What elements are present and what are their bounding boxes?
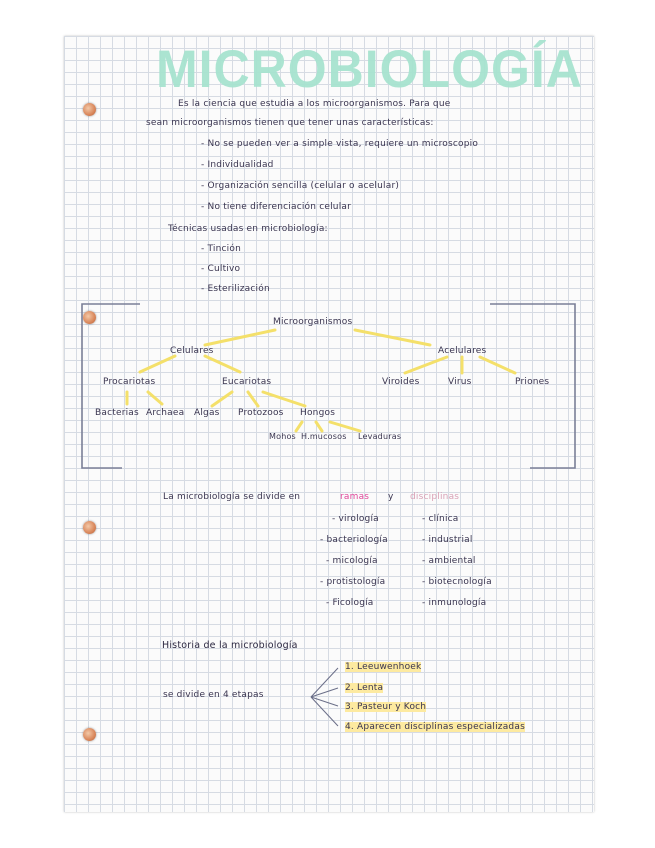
history-stage: 4. Aparecen disciplinas especializadas xyxy=(345,722,525,732)
disciplinas-label: disciplinas xyxy=(410,492,460,502)
intro-line-2: sean microorganismos tienen que tener unas características: xyxy=(146,118,434,128)
technique-item: - Cultivo xyxy=(201,264,241,274)
history-stage: 1. Leeuwenhoek xyxy=(345,662,422,672)
diagram-viroides: Viroides xyxy=(382,377,420,387)
disciplina-item: - clínica xyxy=(422,514,459,524)
diagram-levaduras: Levaduras xyxy=(358,432,402,441)
diagram-bacterias: Bacterias xyxy=(95,408,139,418)
diagram-root: Microorganismos xyxy=(273,317,353,327)
rama-item: - protistología xyxy=(320,577,386,587)
history-stage: 2. Lenta xyxy=(345,683,384,693)
diagram-eucariotas: Eucariotas xyxy=(222,377,272,387)
diagram-bracket xyxy=(82,304,575,468)
diagram-archaea: Archaea xyxy=(146,408,185,418)
diagram-priones: Priones xyxy=(515,377,550,387)
division-y: y xyxy=(388,492,394,502)
history-brace xyxy=(311,668,338,726)
division-prefix: La microbiología se divide en xyxy=(163,492,301,502)
rama-item: - micología xyxy=(326,556,378,566)
ramas-label: ramas xyxy=(340,492,370,502)
history-divide: se divide en 4 etapas xyxy=(163,690,264,700)
characteristic-item: - No se pueden ver a simple vista, requiere un microscopio xyxy=(201,139,479,149)
history-stage: 3. Pasteur y Koch xyxy=(345,702,427,712)
diagram-h-mucosos: H.mucosos xyxy=(301,432,347,441)
disciplina-item: - inmunología xyxy=(422,598,487,608)
diagram-celulares: Celulares xyxy=(170,346,214,356)
technique-item: - Tinción xyxy=(201,244,241,254)
diagram-protozoos: Protozoos xyxy=(238,408,284,418)
diagram-algas: Algas xyxy=(194,408,220,418)
disciplina-item: - industrial xyxy=(422,535,473,545)
rama-item: - Ficología xyxy=(326,598,374,608)
rama-item: - bacteriología xyxy=(320,535,388,545)
characteristic-item: - Organización sencilla (celular o acelular) xyxy=(201,181,400,191)
techniques-heading: Técnicas usadas en microbiología: xyxy=(168,224,328,234)
characteristic-item: - Individualidad xyxy=(201,160,274,170)
rama-item: - virología xyxy=(332,514,379,524)
diagram-hongos: Hongos xyxy=(300,408,336,418)
disciplina-item: - ambiental xyxy=(422,556,476,566)
technique-item: - Esterilización xyxy=(201,284,270,294)
diagram-virus: Virus xyxy=(448,377,472,387)
page-title: MICROBIOLOGÍA xyxy=(156,39,583,99)
history-heading: Historia de la microbiología xyxy=(162,640,298,651)
characteristic-item: - No tiene diferenciación celular xyxy=(201,202,352,212)
diagram-mohos: Mohos xyxy=(269,432,296,441)
disciplina-item: - biotecnología xyxy=(422,577,492,587)
diagram-procariotas: Procariotas xyxy=(103,377,156,387)
intro-line-1: Es la ciencia que estudia a los microorganismos. Para que xyxy=(178,99,451,109)
diagram-acelulares: Acelulares xyxy=(438,346,487,356)
